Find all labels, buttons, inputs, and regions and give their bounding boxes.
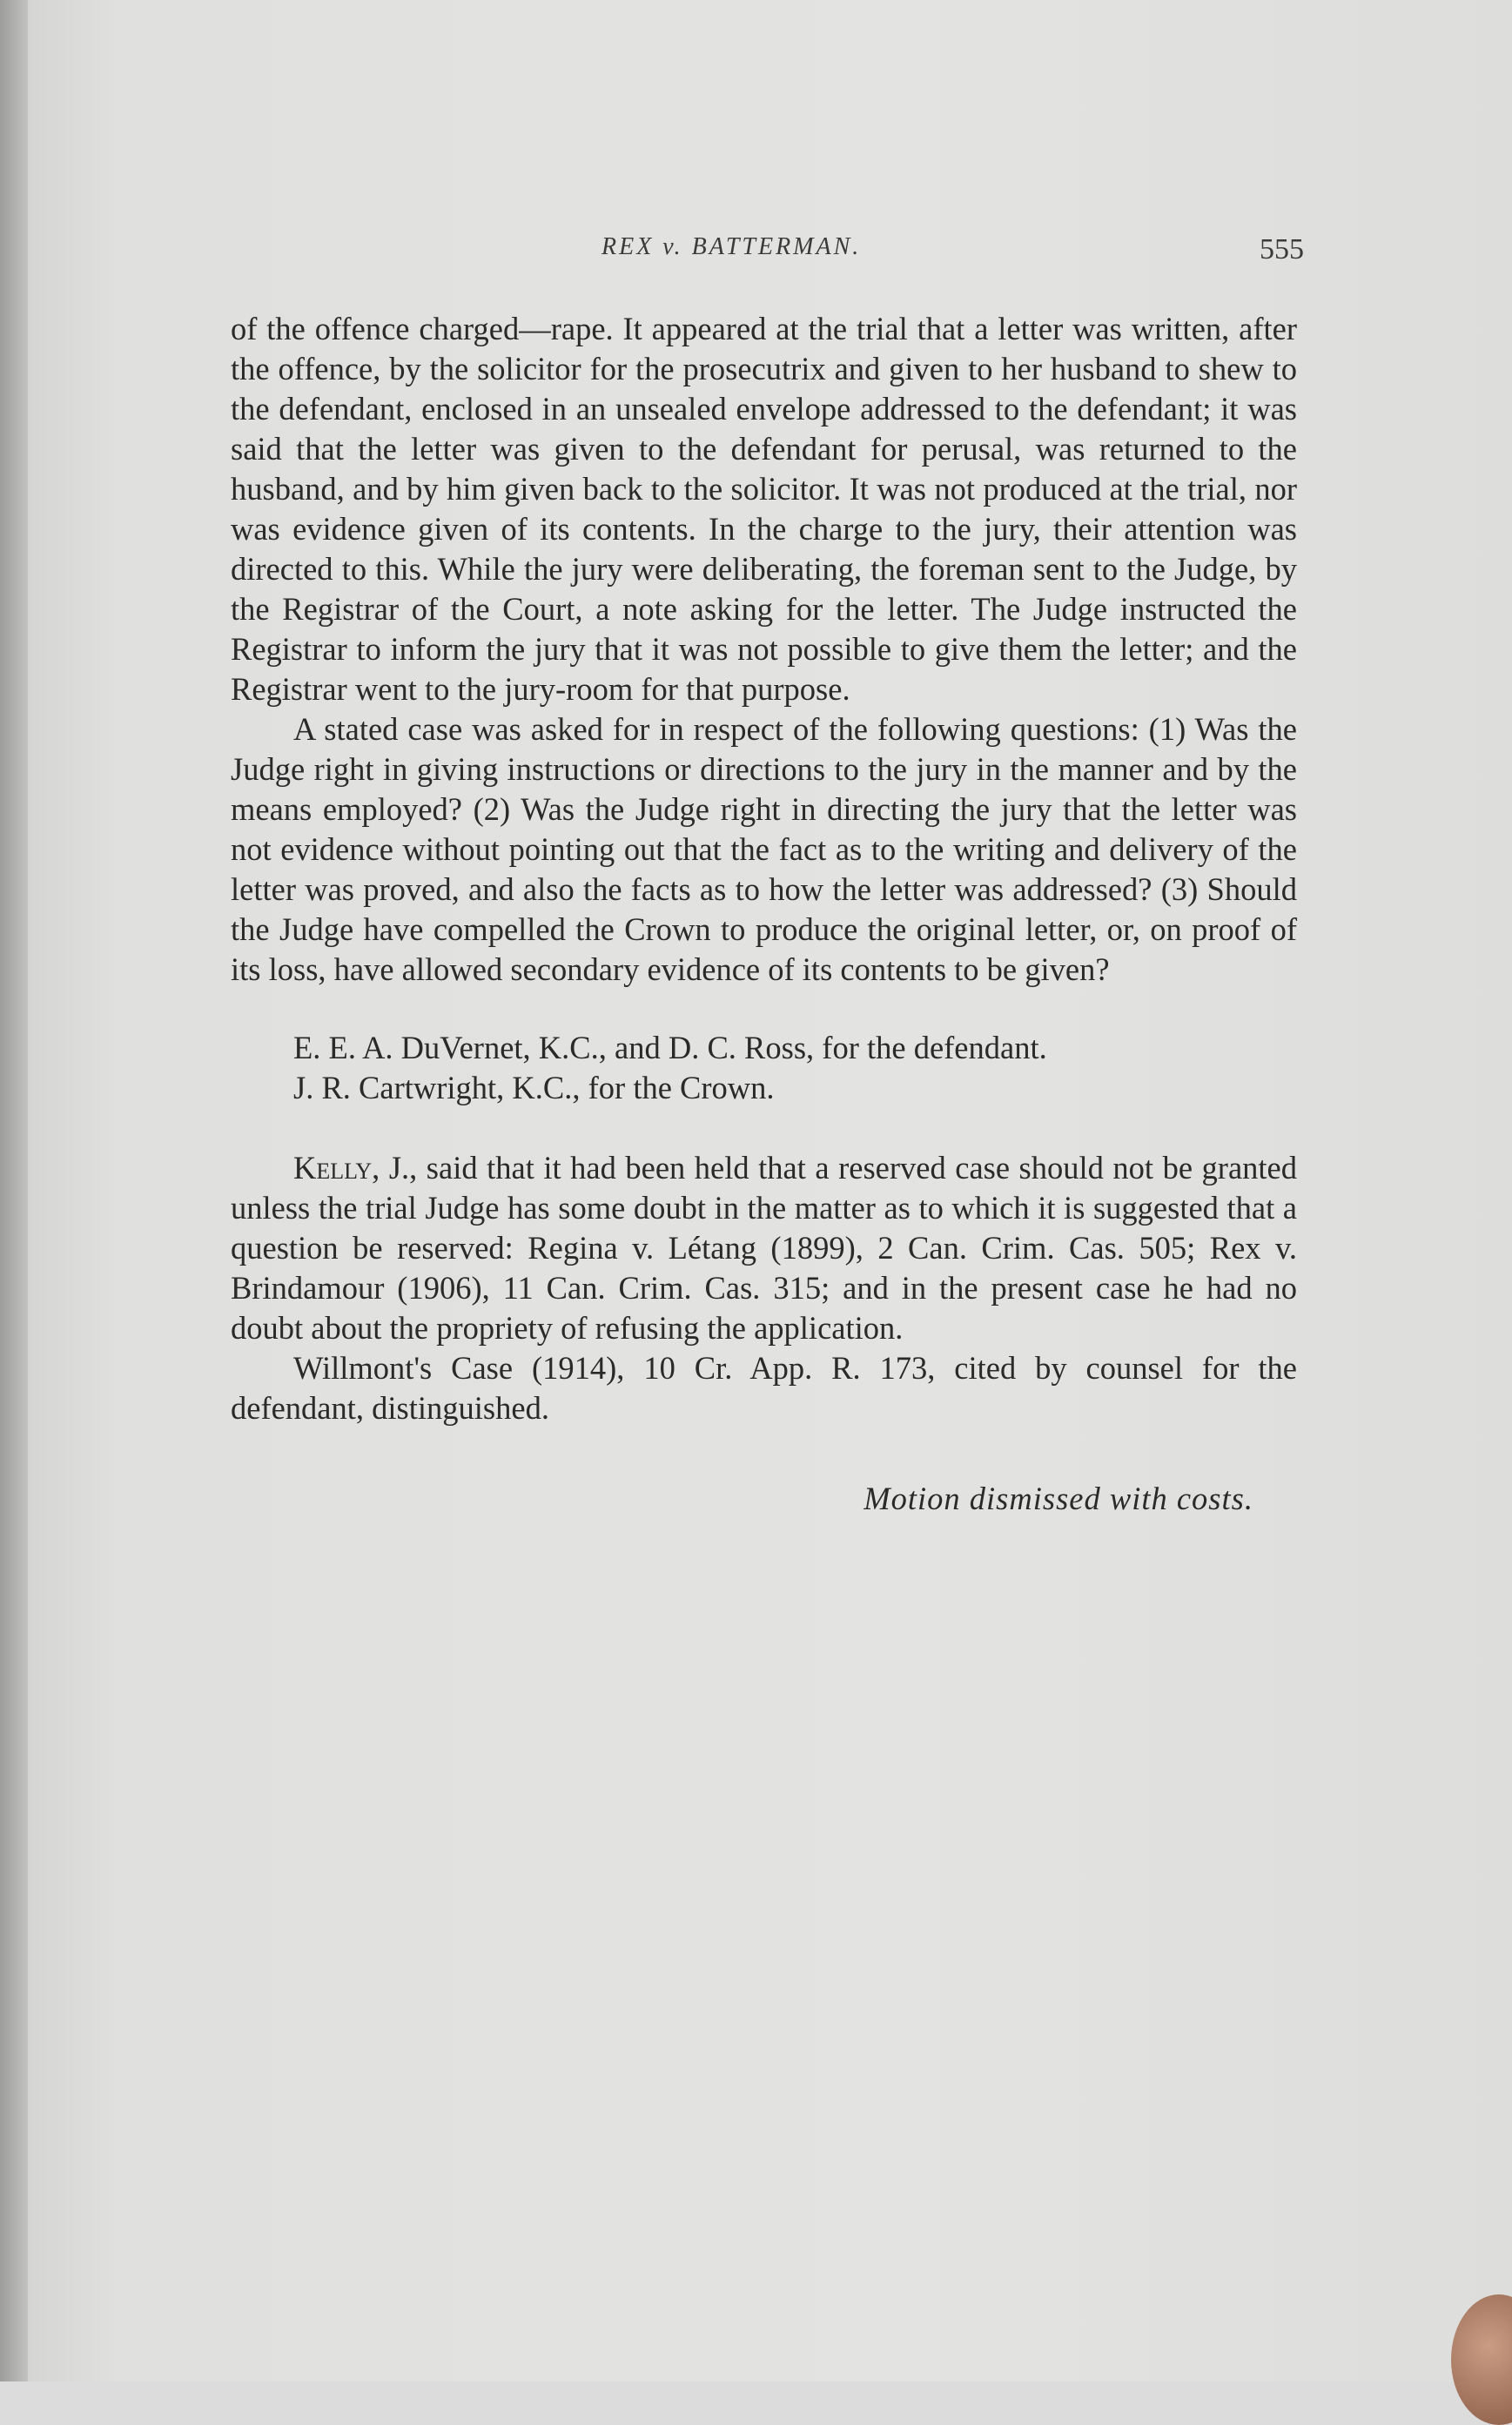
counsel-crown: J. R. Cartwright, K.C., for the Crown.	[293, 1070, 775, 1105]
paragraph-facts: of the offence charged—rape. It appeared at the trial that a letter was written, after the offence, by the solicitor for the prosecutrix and given to her husband to shew to the defendant, enclosed in an unsealed envelope addressed to the defendant; it was said that the letter was given to the defendant for perusal, was returned to the husband, and by him given back to the solicitor. It was not produced at the trial, nor was evidence given of its contents. In the charge to the jury, their attention was directed to this. While the jury were deliberating, the foreman sent to the Judge, by the Registrar of the Court, a note asking for the letter. The Judge instructed the Registrar to inform the jury that it was not possible to give them the letter; and the Registrar went to the jury-room for that purpose.	[231, 311, 1297, 707]
body-text	[231, 309, 1297, 1519]
disposition: Motion dismissed with costs.	[864, 1481, 1253, 1516]
thumb	[1451, 2294, 1512, 2425]
paragraph-judgment	[231, 1148, 1297, 1348]
paragraph-distinguished: Willmont's Case (1914), 10 Cr. App. R. 173, cited by counsel for the defendant, distinguished.	[231, 1350, 1297, 1426]
paragraph-questions: A stated case was asked for in respect of the following questions: (1) Was the Judge right in giving instructions or directions to the jury in the manner and by the means employed? (2) Was the Judge right in directing the jury that the letter was not evidence without pointing out that the fact as to the writing and delivery of the letter was proved, and also the facts as to how the letter was addressed? (3) Should the Judge have compelled the Crown to produce the original letter, or, on proof of its loss, have allowed secondary evidence of its contents to be given?	[231, 711, 1297, 987]
page-number: 555	[1260, 233, 1304, 265]
page-header	[233, 233, 1304, 277]
running-head: REX v. BATTERMAN.	[601, 233, 862, 260]
judgment-text: , said that it had been held that a reserved case should not be granted unless the trial Judge has some doubt in the matter as to which it is suggested that a question be reserved: Regina v. Létang (1899), 2 Can. Crim. Cas. 505; Rex v. Brindamour (1906), 11 Can. Crim. Cas. 315; and in the present case he had no doubt about the propriety of refusing the application.	[231, 1150, 1297, 1346]
counsel-defendant: E. E. A. DuVernet, K.C., and D. C. Ross, for the defendant.	[293, 1030, 1047, 1065]
judge-name: Kelly, J.	[293, 1150, 410, 1186]
spine-shadow	[0, 0, 28, 2381]
